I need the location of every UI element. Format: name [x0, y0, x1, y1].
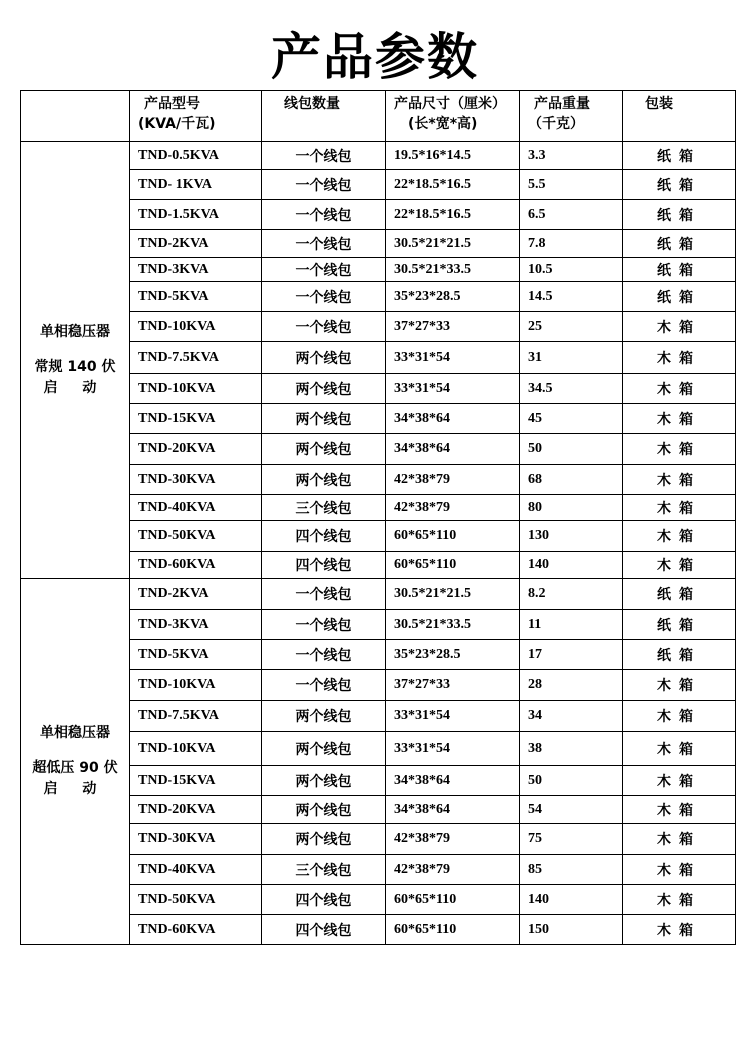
model-cell: TND-15KVA — [130, 766, 262, 796]
package-cell: 木箱 — [623, 670, 736, 701]
size-cell: 34*38*64 — [386, 404, 520, 434]
header-pack — [623, 91, 736, 142]
model-cell: TND-20KVA — [130, 796, 262, 824]
size-cell: 37*27*33 — [386, 312, 520, 342]
table-body — [21, 142, 736, 945]
package-cell: 木箱 — [623, 465, 736, 495]
package-cell: 木箱 — [623, 885, 736, 915]
coils-cell: 四个线包 — [262, 552, 386, 579]
weight-cell: 14.5 — [520, 282, 623, 312]
model-cell: TND-30KVA — [130, 824, 262, 855]
weight-cell: 7.8 — [520, 230, 623, 258]
section-label-line2: 超低压 90 伏 — [32, 760, 118, 776]
size-cell: 60*65*110 — [386, 885, 520, 915]
coils-cell: 两个线包 — [262, 701, 386, 732]
weight-cell: 6.5 — [520, 200, 623, 230]
header-weight-line2: （千克） — [528, 116, 584, 132]
package-cell: 木箱 — [623, 434, 736, 465]
weight-cell: 25 — [520, 312, 623, 342]
product-parameters-table — [20, 90, 736, 945]
table-row — [21, 579, 736, 610]
model-cell: TND-60KVA — [130, 915, 262, 945]
coils-cell: 两个线包 — [262, 342, 386, 374]
model-cell: TND-10KVA — [130, 312, 262, 342]
size-cell: 22*18.5*16.5 — [386, 200, 520, 230]
package-cell: 木箱 — [623, 342, 736, 374]
coils-cell: 一个线包 — [262, 579, 386, 610]
package-cell: 木箱 — [623, 521, 736, 552]
coils-cell: 一个线包 — [262, 258, 386, 282]
package-cell: 木箱 — [623, 312, 736, 342]
package-cell: 木箱 — [623, 732, 736, 766]
header-model-line1: 产品型号 — [144, 96, 200, 112]
model-cell: TND-10KVA — [130, 732, 262, 766]
coils-cell: 四个线包 — [262, 885, 386, 915]
weight-cell: 50 — [520, 434, 623, 465]
size-cell: 30.5*21*33.5 — [386, 610, 520, 640]
package-cell: 木箱 — [623, 495, 736, 521]
header-corner-cell — [21, 91, 130, 142]
section-label-line1: 单相稳压器 — [40, 725, 110, 741]
coils-cell: 两个线包 — [262, 824, 386, 855]
header-weight — [520, 91, 623, 142]
weight-cell: 3.3 — [520, 142, 623, 170]
model-cell: TND-40KVA — [130, 495, 262, 521]
model-cell: TND-1.5KVA — [130, 200, 262, 230]
package-cell: 纸箱 — [623, 200, 736, 230]
size-cell: 34*38*64 — [386, 796, 520, 824]
package-cell: 纸箱 — [623, 579, 736, 610]
coils-cell: 两个线包 — [262, 434, 386, 465]
section-label-cell — [21, 142, 130, 579]
model-cell: TND-2KVA — [130, 579, 262, 610]
model-cell: TND-20KVA — [130, 434, 262, 465]
size-cell: 34*38*64 — [386, 434, 520, 465]
size-cell: 34*38*64 — [386, 766, 520, 796]
section-label-line3: 启 动 — [43, 781, 107, 797]
coils-cell: 四个线包 — [262, 915, 386, 945]
coils-cell: 一个线包 — [262, 142, 386, 170]
model-cell: TND-5KVA — [130, 640, 262, 670]
header-coils-label: 线包数量 — [284, 96, 340, 112]
coils-cell: 两个线包 — [262, 732, 386, 766]
size-cell: 33*31*54 — [386, 374, 520, 404]
coils-cell: 两个线包 — [262, 766, 386, 796]
weight-cell: 8.2 — [520, 579, 623, 610]
model-cell: TND-60KVA — [130, 552, 262, 579]
model-cell: TND-30KVA — [130, 465, 262, 495]
size-cell: 33*31*54 — [386, 732, 520, 766]
weight-cell: 75 — [520, 824, 623, 855]
weight-cell: 140 — [520, 552, 623, 579]
size-cell: 60*65*110 — [386, 521, 520, 552]
model-cell: TND-10KVA — [130, 670, 262, 701]
weight-cell: 80 — [520, 495, 623, 521]
size-cell: 60*65*110 — [386, 915, 520, 945]
coils-cell: 一个线包 — [262, 230, 386, 258]
size-cell: 22*18.5*16.5 — [386, 170, 520, 200]
model-cell: TND-2KVA — [130, 230, 262, 258]
size-cell: 35*23*28.5 — [386, 640, 520, 670]
section-label-line1: 单相稳压器 — [40, 323, 110, 340]
page-title: 产品参数 — [271, 28, 479, 86]
coils-cell: 四个线包 — [262, 521, 386, 552]
weight-cell: 10.5 — [520, 258, 623, 282]
size-cell: 42*38*79 — [386, 824, 520, 855]
weight-cell: 11 — [520, 610, 623, 640]
size-cell: 60*65*110 — [386, 552, 520, 579]
coils-cell: 一个线包 — [262, 282, 386, 312]
header-pack-label: 包装 — [645, 96, 673, 112]
table-header-row — [21, 91, 736, 142]
weight-cell: 140 — [520, 885, 623, 915]
package-cell: 木箱 — [623, 855, 736, 885]
model-cell: TND-7.5KVA — [130, 342, 262, 374]
weight-cell: 150 — [520, 915, 623, 945]
coils-cell: 三个线包 — [262, 855, 386, 885]
size-cell: 33*31*54 — [386, 342, 520, 374]
model-cell: TND-15KVA — [130, 404, 262, 434]
weight-cell: 34 — [520, 701, 623, 732]
coils-cell: 两个线包 — [262, 465, 386, 495]
size-cell: 30.5*21*33.5 — [386, 258, 520, 282]
size-cell: 19.5*16*14.5 — [386, 142, 520, 170]
header-model — [130, 91, 262, 142]
weight-cell: 54 — [520, 796, 623, 824]
model-cell: TND-3KVA — [130, 610, 262, 640]
model-cell: TND-40KVA — [130, 855, 262, 885]
header-size-line1: 产品尺寸（厘米） — [394, 96, 506, 112]
size-cell: 33*31*54 — [386, 701, 520, 732]
weight-cell: 38 — [520, 732, 623, 766]
package-cell: 纸箱 — [623, 170, 736, 200]
weight-cell: 45 — [520, 404, 623, 434]
coils-cell: 两个线包 — [262, 404, 386, 434]
model-cell: TND-5KVA — [130, 282, 262, 312]
header-size — [386, 91, 520, 142]
size-cell: 42*38*79 — [386, 495, 520, 521]
coils-cell: 两个线包 — [262, 796, 386, 824]
model-cell: TND-7.5KVA — [130, 701, 262, 732]
section-label-line2: 常规 140 伏 — [34, 358, 116, 375]
weight-cell: 31 — [520, 342, 623, 374]
coils-cell: 一个线包 — [262, 312, 386, 342]
package-cell: 纸箱 — [623, 230, 736, 258]
package-cell: 木箱 — [623, 404, 736, 434]
weight-cell: 17 — [520, 640, 623, 670]
coils-cell: 一个线包 — [262, 670, 386, 701]
weight-cell: 130 — [520, 521, 623, 552]
weight-cell: 28 — [520, 670, 623, 701]
model-cell: TND-50KVA — [130, 521, 262, 552]
weight-cell: 50 — [520, 766, 623, 796]
table-row — [21, 142, 736, 170]
model-cell: TND-0.5KVA — [130, 142, 262, 170]
weight-cell: 68 — [520, 465, 623, 495]
model-cell: TND- 1KVA — [130, 170, 262, 200]
size-cell: 37*27*33 — [386, 670, 520, 701]
section-label-line3: 启 动 — [43, 379, 107, 396]
package-cell: 纸箱 — [623, 610, 736, 640]
size-cell: 42*38*79 — [386, 855, 520, 885]
coils-cell: 三个线包 — [262, 495, 386, 521]
package-cell: 木箱 — [623, 374, 736, 404]
weight-cell: 34.5 — [520, 374, 623, 404]
header-model-line2: (KVA/千瓦) — [138, 116, 216, 132]
model-cell: TND-10KVA — [130, 374, 262, 404]
size-cell: 35*23*28.5 — [386, 282, 520, 312]
package-cell: 纸箱 — [623, 282, 736, 312]
package-cell: 纸箱 — [623, 258, 736, 282]
model-cell: TND-3KVA — [130, 258, 262, 282]
header-size-line2: (长*宽*高) — [408, 116, 478, 132]
header-weight-line1: 产品重量 — [534, 96, 590, 112]
size-cell: 42*38*79 — [386, 465, 520, 495]
package-cell: 木箱 — [623, 552, 736, 579]
coils-cell: 一个线包 — [262, 610, 386, 640]
package-cell: 木箱 — [623, 824, 736, 855]
size-cell: 30.5*21*21.5 — [386, 230, 520, 258]
weight-cell: 85 — [520, 855, 623, 885]
package-cell: 木箱 — [623, 915, 736, 945]
model-cell: TND-50KVA — [130, 885, 262, 915]
package-cell: 木箱 — [623, 701, 736, 732]
size-cell: 30.5*21*21.5 — [386, 579, 520, 610]
package-cell: 纸箱 — [623, 142, 736, 170]
header-coils — [262, 91, 386, 142]
coils-cell: 一个线包 — [262, 170, 386, 200]
package-cell: 木箱 — [623, 796, 736, 824]
coils-cell: 一个线包 — [262, 200, 386, 230]
coils-cell: 一个线包 — [262, 640, 386, 670]
package-cell: 纸箱 — [623, 640, 736, 670]
package-cell: 木箱 — [623, 766, 736, 796]
weight-cell: 5.5 — [520, 170, 623, 200]
coils-cell: 两个线包 — [262, 374, 386, 404]
section-label-cell — [21, 579, 130, 945]
